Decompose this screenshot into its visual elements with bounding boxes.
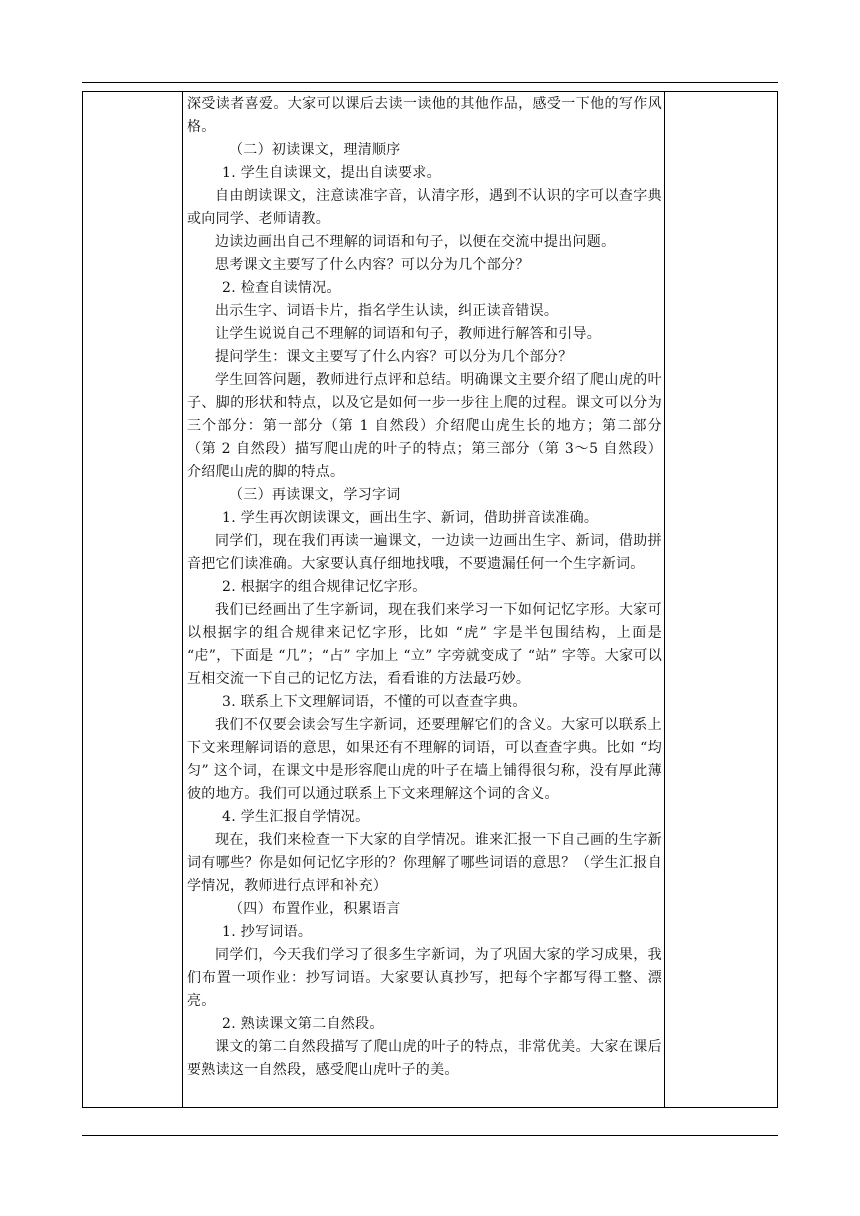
paragraph: 让学生说说自己不理解的词语和句子，教师进行解答和引导。 (215, 326, 602, 342)
step-heading: 2. 熟读课文第二自然段。 (222, 1016, 384, 1032)
paragraph: 我们已经画出了生字新词，现在我们来学习一下如何记忆字形。大家可以根据字的组合规律来记忆字形，比如 “虎” 字是半包围结构，上面是 “虍”，下面是 “几”；“占” 字加上 “立” 字旁就变成了 “站” 字等。大家可以互相交流一下自己的记忆方法，看看谁的方法最巧妙。 (187, 602, 662, 687)
paragraph: 同学们，现在我们再读一遍课文，一边读一边画出生字、新词，借助拼音把它们读准确。大家要认真仔细地找哦，不要遗漏任何一个生字新词。 (187, 533, 662, 572)
paragraph: 自由朗读课文，注意读准字音，认清字形，遇到不认识的字可以查字典或向同学、老师请教。 (187, 188, 662, 227)
step-heading: 1. 学生再次朗读课文，画出生字、新词，借助拼音读准确。 (222, 510, 599, 526)
paragraph: 出示生字、词语卡片，指名学生认读，纠正读音错误。 (215, 303, 559, 319)
step-heading: 1. 抄写词语。 (222, 924, 313, 940)
right-column (664, 92, 777, 1107)
paragraph: 课文的第二自然段描写了爬山虎的叶子的特点，非常优美。大家在课后要熟读这一自然段，感受爬山虎叶子的美。 (187, 1039, 662, 1078)
lesson-plan-table (82, 91, 778, 1108)
paragraph: 深受读者喜爱。大家可以课后去读一读他的其他作品，感受一下他的写作风格。 (187, 96, 662, 135)
paragraph: 提问学生：课文主要写了什么内容？可以分为几个部分？ (215, 349, 573, 365)
paragraph: 同学们，今天我们学习了很多生字新词，为了巩固大家的学习成果，我们布置一项作业：抄写词语。大家要认真抄写，把每个字都写得工整、漂亮。 (187, 947, 662, 1009)
section-heading: （二）初读课文，理清顺序 (229, 142, 401, 158)
step-heading: 3. 联系上下文理解词语，不懂的可以查查字典。 (222, 694, 527, 710)
teaching-content-cell (183, 92, 666, 1107)
section-heading: （四）布置作业，积累语言 (229, 901, 401, 917)
paragraph: 学生回答问题，教师进行点评和总结。明确课文主要介绍了爬山虎的叶子、脚的形状和特点，以及它是如何一步一步往上爬的过程。课文可以分为三个部分：第一部分（第 1 自然段）介绍爬山虎生长的地方；第二部分（第 2 自然段）描写爬山虎的叶子的特点；第三部分（第 3～5 自然段）介绍爬山虎的脚的特点。 (187, 372, 662, 480)
paragraph: 我们不仅要会读会写生字新词，还要理解它们的含义。大家可以联系上下文来理解词语的意思，如果还有不理解的词语，可以查查字典。比如 “均匀” 这个词，在课文中是形容爬山虎的叶子在墙上铺得很匀称，没有厚此薄彼的地方。我们可以通过联系上下文来理解这个词的含义。 (187, 717, 662, 802)
paragraph: 思考课文主要写了什么内容？可以分为几个部分？ (215, 257, 530, 273)
step-heading: 2. 检查自读情况。 (222, 280, 341, 296)
step-heading: 1. 学生自读课文，提出自读要求。 (222, 165, 441, 181)
step-heading: 4. 学生汇报自学情况。 (222, 809, 370, 825)
header-rule (82, 82, 778, 83)
section-heading: （三）再读课文，学习字词 (229, 487, 401, 503)
step-heading: 2. 根据字的组合规律记忆字形。 (222, 579, 427, 595)
footer-rule (82, 1135, 778, 1136)
left-column (83, 92, 183, 1107)
paragraph: 边读边画出自己不理解的词语和句子，以便在交流中提出问题。 (215, 234, 616, 250)
paragraph: 现在，我们来检查一下大家的自学情况。谁来汇报一下自己画的生字新词有哪些？你是如何记忆字形的？你理解了哪些词语的意思？（学生汇报自学情况，教师进行点评和补充） (187, 832, 662, 894)
